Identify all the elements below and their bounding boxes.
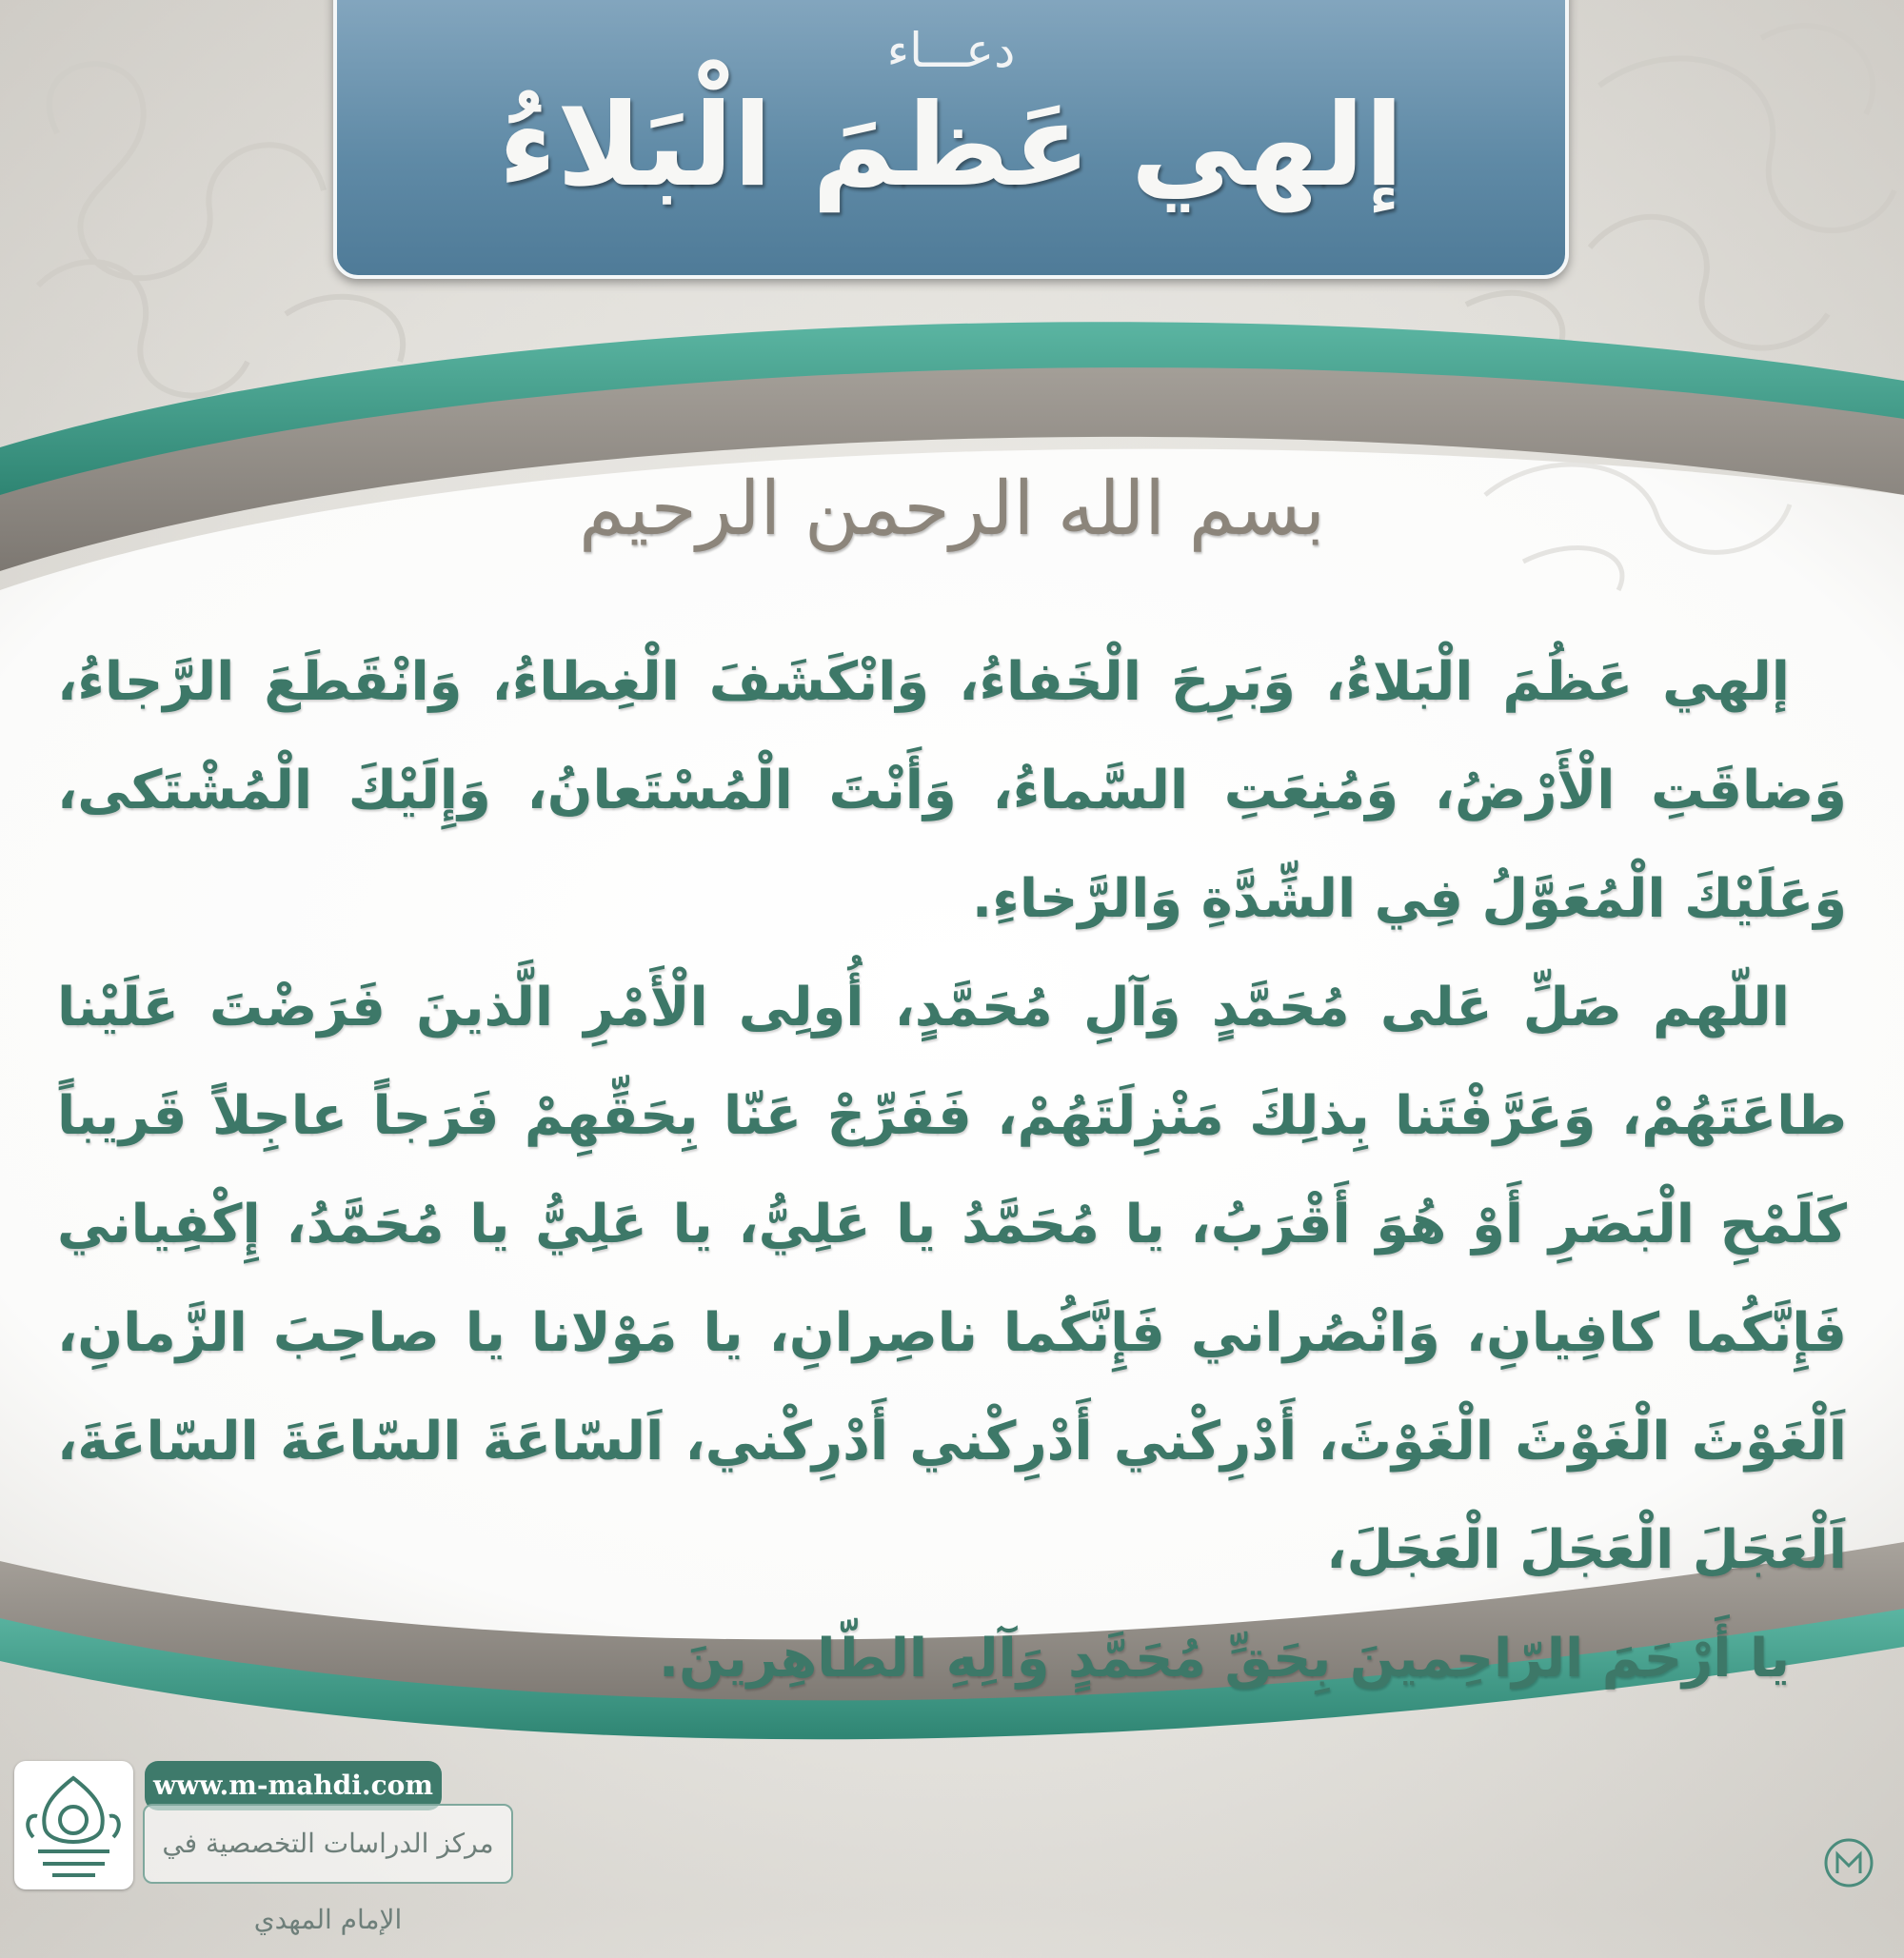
dua-paragraph: إلهي عَظُمَ الْبَلاءُ، وَبَرِحَ الْخَفاءُ، وَانْكَشَفَ الْغِطاءُ، وَانْقَطَعَ الرَّجاءُ، وَضاقَتِ الْأَرْضُ، وَمُنِعَتِ السَّماءُ، وَأَنْتَ الْمُسْتَعانُ، وَإِلَيْكَ الْمُشْتَكى، وَعَلَيْكَ الْمُعَوَّلُ فِي الشِّدَّةِ وَالرَّخاءِ. (57, 651, 1847, 930)
mosque-emblem-icon (14, 1761, 133, 1889)
title-subtitle: دعـــاء (886, 23, 1016, 78)
organization-name: مركز الدراسات التخصصية في الإمام المهدي (143, 1804, 513, 1884)
page-title: إلهي عَظمَ الْبَلاءُ (498, 80, 1404, 212)
website-url-link[interactable]: www.m-mahdi.com (145, 1761, 442, 1810)
corner-logo-icon (1823, 1837, 1875, 1889)
dua-paragraph: يا أَرْحَمَ الرّاحِمينَ بِحَقِّ مُحَمَّدٍ وَآلِهِ الطّاهِرينَ. (658, 1628, 1790, 1690)
dua-text (57, 628, 1847, 1713)
center-emblem (14, 1761, 133, 1889)
title-banner (333, 0, 1569, 279)
dua-paragraph: اللّهم صَلِّ عَلى مُحَمَّدٍ وَآلِ مُحَمَّدٍ، أُولِى الْأَمْرِ الَّذينَ فَرَضْتَ عَلَيْنا طاعَتَهُمْ، وَعَرَّفْتَنا بِذلِكَ مَنْزِلَتَهُمْ، فَفَرِّجْ عَنّا بِحَقِّهِمْ فَرَجاً عاجِلاً قَريباً كَلَمْحِ الْبَصَرِ أَوْ هُوَ أَقْرَبُ، يا مُحَمَّدُ يا عَلِيُّ، يا عَلِيُّ يا مُحَمَّدُ، إِكْفِياني فَإِنَّكُما كافِيانِ، وَانْصُراني فَإِنَّكُما ناصِرانِ، يا مَوْلانا يا صاحِبَ الزَّمانِ، اَلْغَوْثَ الْغَوْثَ الْغَوْثَ، أَدْرِكْني أَدْرِكْني أَدْرِكْني، اَلسّاعَةَ السّاعَةَ السّاعَةَ، اَلْعَجَلَ الْعَجَلَ الْعَجَلَ، (57, 977, 1847, 1581)
bismillah-calligraphy: بسم الله الرحمن الرحيم (579, 466, 1325, 552)
